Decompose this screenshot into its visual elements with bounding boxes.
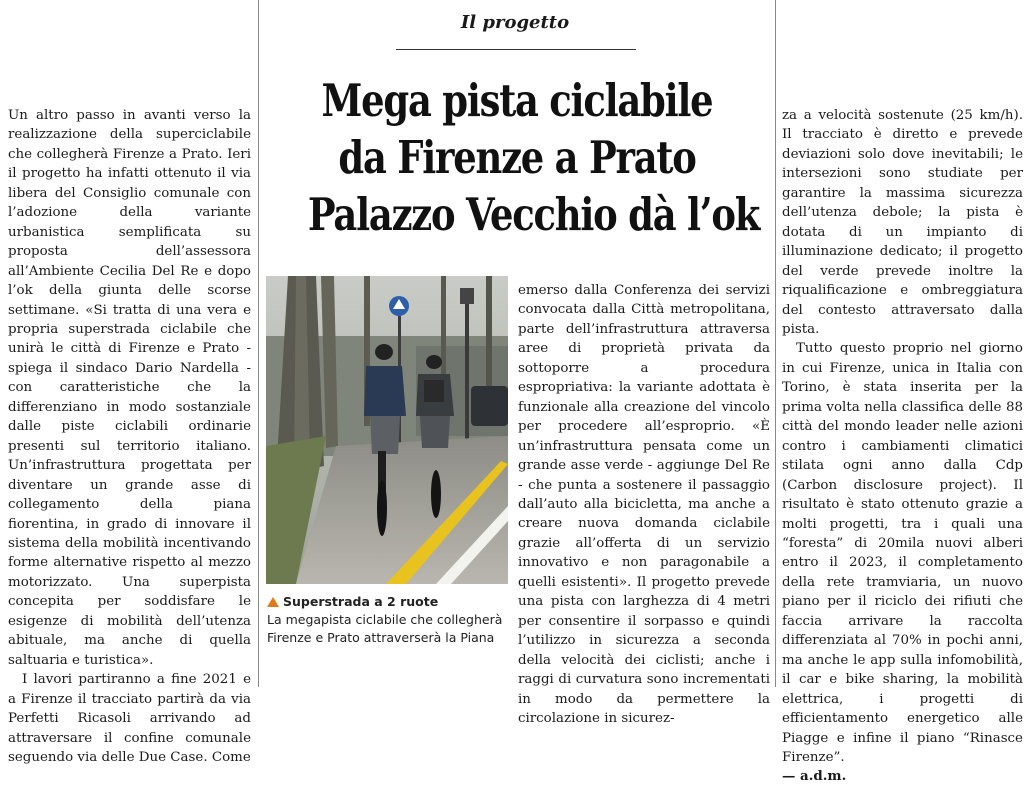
- headline-line-3: Palazzo Vecchio dà l’ok: [307, 188, 760, 241]
- triangle-up-icon: [267, 597, 279, 607]
- article-column-2: [518, 281, 770, 728]
- paragraph: emerso dalla Conferenza dei servizi convocata dalla Città metropolitana, parte dell’infrastruttura attraversa aree di proprietà privata da sottoporre a procedura espropriativa: la variante adottata è funzionale alla creazione del vincolo per procedere all’esproprio. «È un’infrastruttura pensata come un grande asse verde - aggiunge Del Re - che punta a sostenere il passaggio dall’auto alla bicicletta, ma anche a creare nuova domanda ciclabile grazie all’offerta di un servizio innovativo e non paragonabile a quelli esistenti». Il progetto prevede una pista con larghezza di 4 metri per consentire il sorpasso e quindi l’utilizzo in sicurezza a seconda della velocità dei ciclisti; anche i raggi di curvatura sono incrementati in modo da permettere la circolazione in sicurez-: [518, 283, 770, 726]
- article-photo-cyclists: [266, 276, 508, 584]
- caption-text: La megapista ciclabile che collegherà Firenze e Prato attraverserà la Piana: [267, 612, 503, 645]
- column-divider-right: [775, 0, 776, 687]
- article-column-1: [8, 106, 251, 767]
- article-headline: [307, 72, 760, 243]
- article-column-3: [782, 106, 1023, 787]
- section-kicker: Il progetto: [460, 12, 570, 33]
- column-divider-left: [258, 0, 259, 687]
- author-signature: — a.d.m.: [782, 768, 847, 785]
- caption-title-text: Superstrada a 2 ruote: [283, 594, 439, 609]
- headline-line-1: Mega pista ciclabile: [321, 74, 713, 127]
- paragraph: Un altro passo in avanti verso la realizzazione della superciclabile che collegherà Firenze a Prato. Ieri il progetto ha infatti ottenuto il via libera del Consiglio comunale con l’adozione della variante urbanistica semplificata su proposta dell’assessora all’Ambiente Cecilia Del Re e dopo l’ok della giunta delle scorse settimane. «Si tratta di una vera e propria superstrada ciclabile che unirà le città di Firenze e Prato - spiega il sindaco Dario Nardella - con caratteristiche che la differenziano in modo sostanziale dalle piste ciclabili ordinarie presenti sul territorio italiano. Un’infrastruttura progettata per diventare un grande asse di collegamento della piana fiorentina, in grado di innovare il sistema della mobilità incentivando forme alternative rispetto al mezzo motorizzato. Una superpista concepita per soddisfare le esigenze di mobilità dell’utenza abituale, ma anche di quella saltuaria e turistica».: [8, 108, 251, 668]
- kicker-underline: [396, 49, 636, 50]
- photo-caption: [267, 593, 507, 647]
- paragraph: I lavori partiranno a fine 2021 e a Firenze il tracciato partirà da via Perfetti Ricasoli arrivando ad attraversare il confine comunale seguendo via delle Due Case. Come: [8, 672, 251, 765]
- paragraph: za a velocità sostenute (25 km/h). Il tracciato è diretto e prevede deviazioni solo dove inevitabili; le intersezioni sono studiate per garantire la massima sicurezza dell’utenza debole; la pista è dotata di un impianto di illuminazione dedicato; il progetto del verde prevede inoltre la riqualificazione e ombreggiatura del contesto attraversato dalla pista.: [782, 108, 1023, 337]
- headline-line-2: da Firenze a Prato: [338, 131, 696, 184]
- paragraph: Tutto questo proprio nel giorno in cui Firenze, unica in Italia con Torino, è stata inserita per la prima volta nella classifica delle 88 città del mondo leader nelle azioni contro i cambiamenti climatici stilata ogni anno dalla Cdp (Carbon disclosure project). Il risultato è stato ottenuto grazie a molti progetti, tra i quali una “foresta” di 20mila nuovi alberi entro il 2023, il completamento della rete tramviaria, un nuovo piano per il riciclo dei rifiuti che faccia arrivare la raccolta differenziata al 70% in pochi anni, ma anche le app sulla infomobilità, il car e bike sharing, la mobilità elettrica, i progetti di efficientamento energetico alle Piagge e infine il piano “Rinasce Firenze”.: [782, 341, 1023, 765]
- caption-title: [267, 593, 507, 611]
